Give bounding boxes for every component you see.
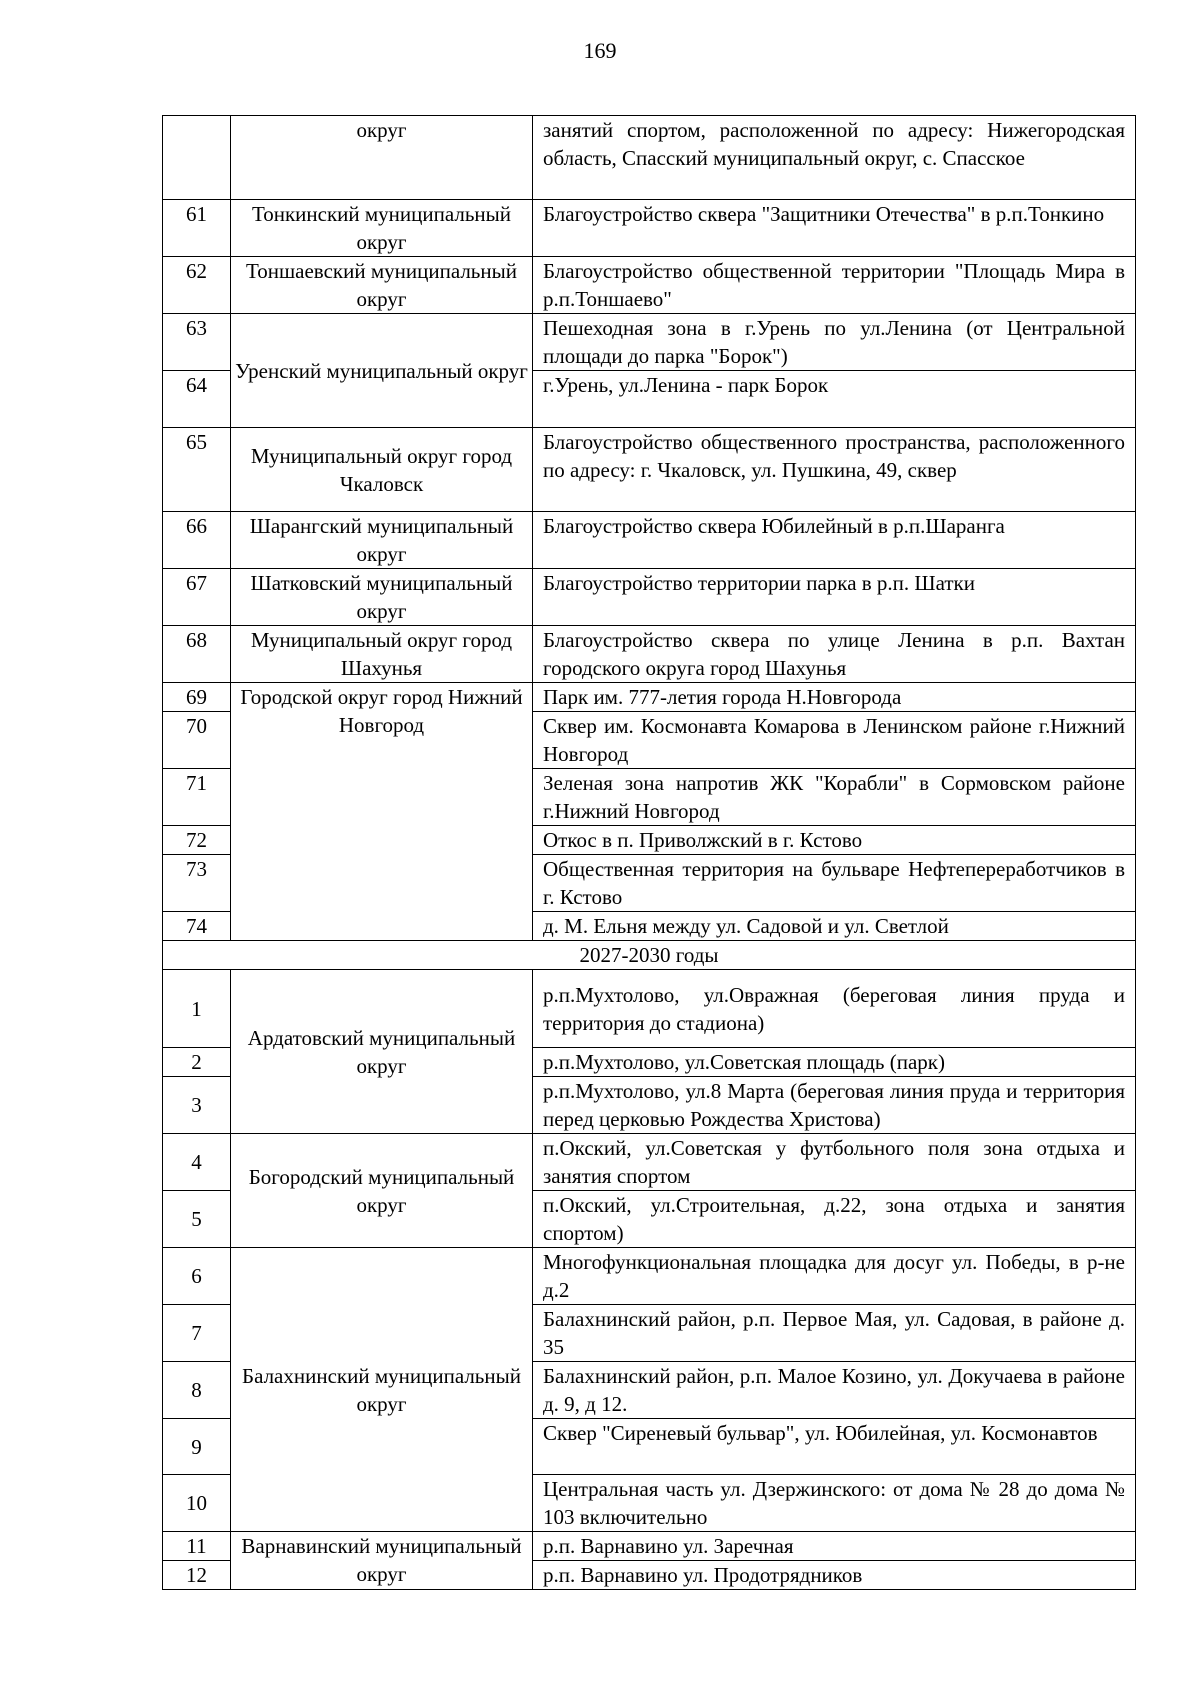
table-row bbox=[163, 1532, 1136, 1561]
municipality-cell: Шарангский муниципальный округ bbox=[231, 512, 533, 569]
municipality-cell: Муниципальный округ город Шахунья bbox=[231, 626, 533, 683]
object-description: Зеленая зона напротив ЖК "Корабли" в Сормовском районе г.Нижний Новгород bbox=[533, 769, 1136, 826]
object-description: Центральная часть ул. Дзержинского: от дома № 28 до дома № 103 включительно bbox=[533, 1475, 1136, 1532]
municipality-cell: округ bbox=[231, 116, 533, 200]
object-description: р.п. Варнавино ул. Продотрядников bbox=[533, 1561, 1136, 1590]
row-number: 64 bbox=[163, 371, 231, 428]
object-description: Благоустройство общественной территории "Площадь Мира в р.п.Тоншаево" bbox=[533, 257, 1136, 314]
row-number: 5 bbox=[163, 1191, 231, 1248]
object-description: Общественная территория на бульваре Нефтепереработчиков в г. Кстово bbox=[533, 855, 1136, 912]
table-row bbox=[163, 314, 1136, 371]
row-number: 4 bbox=[163, 1134, 231, 1191]
object-description: Благоустройство общественного пространства, расположенного по адресу: г. Чкаловск, ул. Пушкина, 49, сквер bbox=[533, 428, 1136, 512]
period-row bbox=[163, 941, 1136, 970]
object-description: р.п.Мухтолово, ул.Советская площадь (парк) bbox=[533, 1048, 1136, 1077]
table-row bbox=[163, 626, 1136, 683]
object-description: Благоустройство сквера по улице Ленина в р.п. Вахтан городского округа город Шахунья bbox=[533, 626, 1136, 683]
row-number: 2 bbox=[163, 1048, 231, 1077]
object-description: п.Окский, ул.Советская у футбольного поля зона отдыха и занятия спортом bbox=[533, 1134, 1136, 1191]
row-number: 74 bbox=[163, 912, 231, 941]
object-description: Парк им. 777-летия города Н.Новгорода bbox=[533, 683, 1136, 712]
object-description: Откос в п. Приволжский в г. Кстово bbox=[533, 826, 1136, 855]
row-number: 62 bbox=[163, 257, 231, 314]
table-row bbox=[163, 428, 1136, 512]
object-description: р.п.Мухтолово, ул.8 Марта (береговая линия пруда и территория перед церковью Рождества Христова) bbox=[533, 1077, 1136, 1134]
row-number: 68 bbox=[163, 626, 231, 683]
object-description: п.Окский, ул.Строительная, д.22, зона отдыха и занятия спортом) bbox=[533, 1191, 1136, 1248]
row-number bbox=[163, 116, 231, 200]
municipality-cell: Богородский муниципальный округ bbox=[231, 1134, 533, 1248]
municipality-cell: Муниципальный округ город Чкаловск bbox=[231, 428, 533, 512]
period-label: 2027-2030 годы bbox=[163, 941, 1136, 970]
row-number: 9 bbox=[163, 1419, 231, 1475]
table-row bbox=[163, 116, 1136, 200]
municipality-cell: Ардатовский муниципальный округ bbox=[231, 970, 533, 1134]
object-description: Сквер им. Космонавта Комарова в Ленинском районе г.Нижний Новгород bbox=[533, 712, 1136, 769]
table-row bbox=[163, 970, 1136, 1048]
table-row bbox=[163, 512, 1136, 569]
row-number: 63 bbox=[163, 314, 231, 371]
table-row bbox=[163, 200, 1136, 257]
table-row bbox=[163, 1248, 1136, 1305]
row-number: 61 bbox=[163, 200, 231, 257]
object-description: Балахнинский район, р.п. Малое Козино, ул. Докучаева в районе д. 9, д 12. bbox=[533, 1362, 1136, 1419]
page-number: 169 bbox=[583, 38, 617, 63]
object-description: Благоустройство сквера Юбилейный в р.п.Шаранга bbox=[533, 512, 1136, 569]
table-row bbox=[163, 257, 1136, 314]
object-description: г.Урень, ул.Ленина - парк Борок bbox=[533, 371, 1136, 428]
object-description: Пешеходная зона в г.Урень по ул.Ленина (от Центральной площади до парка "Борок") bbox=[533, 314, 1136, 371]
object-description: Благоустройство территории парка в р.п. Шатки bbox=[533, 569, 1136, 626]
territories-table bbox=[162, 115, 1136, 1590]
object-description: д. М. Ельня между ул. Садовой и ул. Светлой bbox=[533, 912, 1136, 941]
row-number: 10 bbox=[163, 1475, 231, 1532]
municipality-cell: Шатковский муниципальный округ bbox=[231, 569, 533, 626]
object-description: Сквер "Сиреневый бульвар", ул. Юбилейная, ул. Космонавтов bbox=[533, 1419, 1136, 1475]
object-description: Балахнинский район, р.п. Первое Мая, ул. Садовая, в районе д. 35 bbox=[533, 1305, 1136, 1362]
row-number: 70 bbox=[163, 712, 231, 769]
municipality-cell: Тонкинский муниципальный округ bbox=[231, 200, 533, 257]
row-number: 67 bbox=[163, 569, 231, 626]
row-number: 12 bbox=[163, 1561, 231, 1590]
municipality-cell: Городской округ город Нижний Новгород bbox=[231, 683, 533, 941]
row-number: 6 bbox=[163, 1248, 231, 1305]
object-description: занятий спортом, расположенной по адресу: Нижегородская область, Спасский муниципальный округ, с. Спасское bbox=[533, 116, 1136, 200]
object-description: р.п. Варнавино ул. Заречная bbox=[533, 1532, 1136, 1561]
row-number: 7 bbox=[163, 1305, 231, 1362]
municipality-cell: Балахнинский муниципальный округ bbox=[231, 1248, 533, 1532]
object-description: р.п.Мухтолово, ул.Овражная (береговая линия пруда и территория до стадиона) bbox=[533, 970, 1136, 1048]
table-row bbox=[163, 569, 1136, 626]
row-number: 8 bbox=[163, 1362, 231, 1419]
row-number: 66 bbox=[163, 512, 231, 569]
table-row bbox=[163, 1134, 1136, 1191]
row-number: 65 bbox=[163, 428, 231, 512]
row-number: 11 bbox=[163, 1532, 231, 1561]
table-row bbox=[163, 683, 1136, 712]
municipality-cell: Варнавинский муниципальный округ bbox=[231, 1532, 533, 1590]
row-number: 1 bbox=[163, 970, 231, 1048]
object-description: Благоустройство сквера "Защитники Отечества" в р.п.Тонкино bbox=[533, 200, 1136, 257]
row-number: 3 bbox=[163, 1077, 231, 1134]
row-number: 69 bbox=[163, 683, 231, 712]
municipality-cell: Уренский муниципальный округ bbox=[231, 314, 533, 428]
row-number: 73 bbox=[163, 855, 231, 912]
row-number: 71 bbox=[163, 769, 231, 826]
object-description: Многофункциональная площадка для досуг ул. Победы, в р-не д.2 bbox=[533, 1248, 1136, 1305]
row-number: 72 bbox=[163, 826, 231, 855]
municipality-cell: Тоншаевский муниципальный округ bbox=[231, 257, 533, 314]
